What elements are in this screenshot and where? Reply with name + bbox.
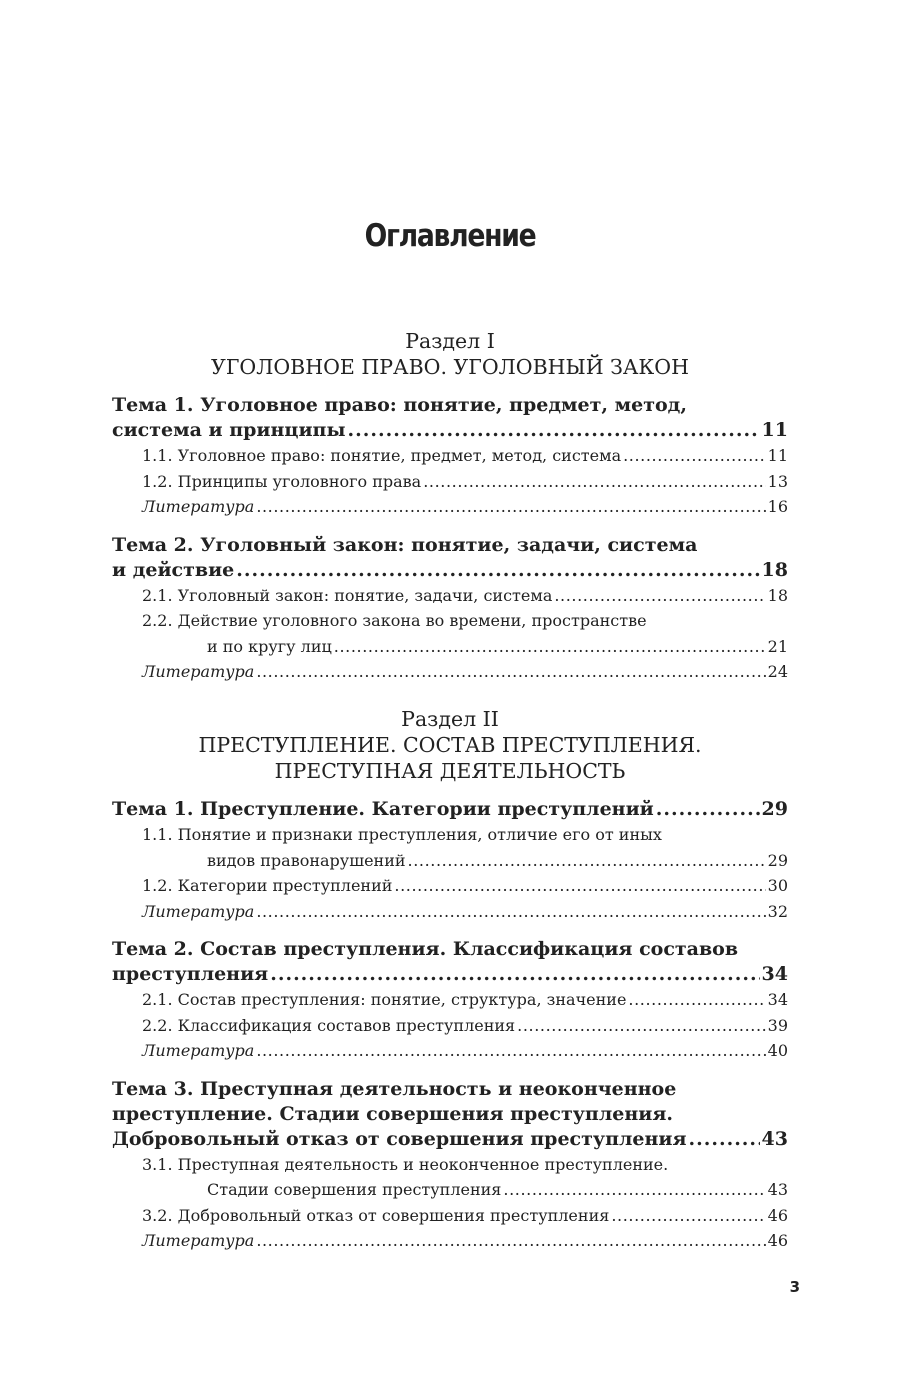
subsection-entry: [142, 608, 788, 659]
page-title: Оглавление: [364, 218, 536, 254]
dot-leader: [628, 987, 765, 1013]
topic-title-line: Добровольный отказ от совершения преступления: [112, 1127, 687, 1150]
subsection-entry: [142, 1013, 788, 1039]
dot-leader: [689, 1127, 760, 1152]
section-1: [112, 328, 788, 685]
spacer: [112, 1064, 788, 1077]
literature-entry: [142, 1038, 788, 1064]
toc-topic: [112, 1077, 788, 1254]
subsection-line: Литература: [142, 1231, 255, 1250]
dot-leader: [503, 1177, 765, 1203]
topic-page-number: 29: [761, 798, 788, 820]
spacer: [112, 784, 788, 797]
subsection-entry: [142, 873, 788, 899]
section-heading-line: ПРЕСТУПНАЯ ДЕЯТЕЛЬНОСТЬ: [274, 759, 626, 783]
toc-topic: [112, 797, 788, 924]
topic-title-row: [112, 558, 788, 583]
subsection-page-number: 34: [767, 990, 788, 1009]
subsection-page-number: 43: [767, 1180, 788, 1199]
subsection-page-number: 46: [767, 1205, 788, 1225]
dot-leader: [611, 1203, 765, 1229]
dot-leader: [270, 962, 759, 987]
subsection-line: видов правонарушений: [207, 850, 406, 870]
dot-leader: [256, 1038, 765, 1064]
dot-leader: [256, 899, 765, 925]
section-heading: [112, 328, 788, 380]
section-label: Раздел I: [405, 329, 495, 353]
dot-leader: [256, 1228, 765, 1254]
topic-title-row: [112, 797, 788, 822]
topic-title-row: [112, 1127, 788, 1152]
subsection-entry: [142, 1152, 788, 1203]
topic-page-number: 18: [761, 558, 788, 581]
topic-title-line: Тема 3. Преступная деятельность и неоконченное: [112, 1077, 677, 1100]
subsection-page-number: 39: [767, 1015, 788, 1035]
subsection-entry: [142, 469, 788, 495]
toc-topic: [112, 937, 788, 1064]
subsection-line: 3.2. Добровольный отказ от совершения преступления: [142, 1205, 610, 1225]
dot-leader: [554, 583, 765, 609]
subsection-page-number: 32: [767, 901, 788, 921]
spacer: [112, 520, 788, 533]
subsection-page-number: 24: [767, 662, 788, 681]
subsection-row: [142, 1038, 788, 1064]
dot-leader: [256, 659, 765, 685]
subsection-page-number: 30: [767, 876, 788, 895]
subsection-row: [207, 848, 788, 874]
dot-leader: [236, 558, 759, 583]
dot-leader: [408, 848, 766, 874]
spacer: [112, 380, 788, 393]
subsection-line: и по кругу лиц: [207, 636, 332, 656]
toc-topic: [112, 393, 788, 520]
subsection-line: 1.1. Уголовное право: понятие, предмет, метод, система: [142, 446, 622, 465]
dot-leader: [394, 873, 765, 899]
subsection-row: [142, 469, 788, 495]
subsection-row: [142, 494, 788, 520]
topic-title-line: Тема 2. Состав преступления. Классификация составов: [112, 938, 739, 960]
subsection-line: Литература: [142, 901, 255, 921]
subsection-entry: [142, 443, 788, 469]
subsection-row: [142, 659, 788, 685]
subsection-line: Стадии совершения преступления: [207, 1180, 502, 1199]
topic-page-number: 11: [761, 419, 788, 441]
subsection-row: [142, 443, 788, 469]
section-label: Раздел II: [401, 707, 499, 731]
subsection-page-number: 21: [767, 636, 788, 656]
subsection-page-number: 46: [767, 1231, 788, 1250]
literature-entry: [142, 899, 788, 925]
dot-leader: [256, 494, 765, 520]
subsection-line: 2.2. Действие уголовного закона во времени, пространстве: [142, 611, 647, 630]
subsection-entry: [142, 987, 788, 1013]
topic-title-row: [112, 418, 788, 443]
subsection-row: [142, 899, 788, 925]
topic-title-line: и действие: [112, 558, 235, 581]
dot-leader: [623, 443, 766, 469]
topic-title-row: [112, 962, 788, 987]
spacer: [112, 924, 788, 937]
subsection-entry: [142, 822, 788, 873]
subsection-row: [142, 1013, 788, 1039]
subsection-row: [142, 1203, 788, 1229]
dot-leader: [517, 1013, 765, 1039]
topic-title-line: система и принципы: [112, 419, 346, 441]
topic-title-line: преступление. Стадии совершения преступления.: [112, 1102, 673, 1125]
page-number: 3: [789, 1278, 800, 1296]
subsection-line: 1.1. Понятие и признаки преступления, отличие его от иных: [142, 825, 662, 844]
dot-leader: [348, 418, 760, 443]
toc-topic: [112, 533, 788, 685]
section-2: [112, 706, 788, 1254]
subsection-row: [142, 583, 788, 609]
topic-title-line: Тема 1. Уголовное право: понятие, предмет, метод,: [112, 394, 687, 416]
subsection-page-number: 18: [767, 585, 788, 605]
subsection-line: Литература: [142, 1041, 255, 1060]
literature-entry: [142, 1228, 788, 1254]
subsection-line: 2.1. Уголовный закон: понятие, задачи, система: [142, 585, 553, 605]
subsection-row: [142, 987, 788, 1013]
subsection-line: 1.2. Принципы уголовного права: [142, 471, 422, 491]
subsection-entry: [142, 1203, 788, 1229]
dot-leader: [334, 634, 766, 660]
subsection-line: 2.1. Состав преступления: понятие, структура, значение: [142, 990, 627, 1009]
subsection-page-number: 13: [767, 471, 788, 491]
subsection-page-number: 29: [767, 850, 788, 870]
section-heading: [112, 706, 788, 784]
dot-leader: [656, 797, 760, 822]
subsection-row: [207, 1177, 788, 1203]
topic-page-number: 34: [761, 963, 788, 985]
subsection-line: Литература: [142, 662, 255, 681]
subsection-page-number: 16: [767, 497, 788, 516]
subsection-line: 2.2. Классификация составов преступления: [142, 1015, 516, 1035]
subsection-page-number: 11: [767, 446, 788, 465]
subsection-page-number: 40: [767, 1041, 788, 1060]
subsection-line: 1.2. Категории преступлений: [142, 876, 393, 895]
section-heading-line: ПРЕСТУПЛЕНИЕ. СОСТАВ ПРЕСТУПЛЕНИЯ.: [198, 733, 702, 757]
section-heading-line: УГОЛОВНОЕ ПРАВО. УГОЛОВНЫЙ ЗАКОН: [211, 355, 689, 379]
dot-leader: [423, 469, 765, 495]
literature-entry: [142, 659, 788, 685]
topic-title-line: Тема 2. Уголовный закон: понятие, задачи, система: [112, 533, 698, 556]
topic-page-number: 43: [761, 1127, 788, 1150]
subsection-row: [142, 873, 788, 899]
literature-entry: [142, 494, 788, 520]
subsection-line: Литература: [142, 497, 255, 516]
topic-title-line: Тема 1. Преступление. Категории преступлений: [112, 798, 654, 820]
topic-title-line: преступления: [112, 963, 269, 985]
subsection-row: [207, 634, 788, 660]
subsection-entry: [142, 583, 788, 609]
subsection-line: 3.1. Преступная деятельность и неоконченное преступление.: [142, 1154, 669, 1174]
subsection-row: [142, 1228, 788, 1254]
